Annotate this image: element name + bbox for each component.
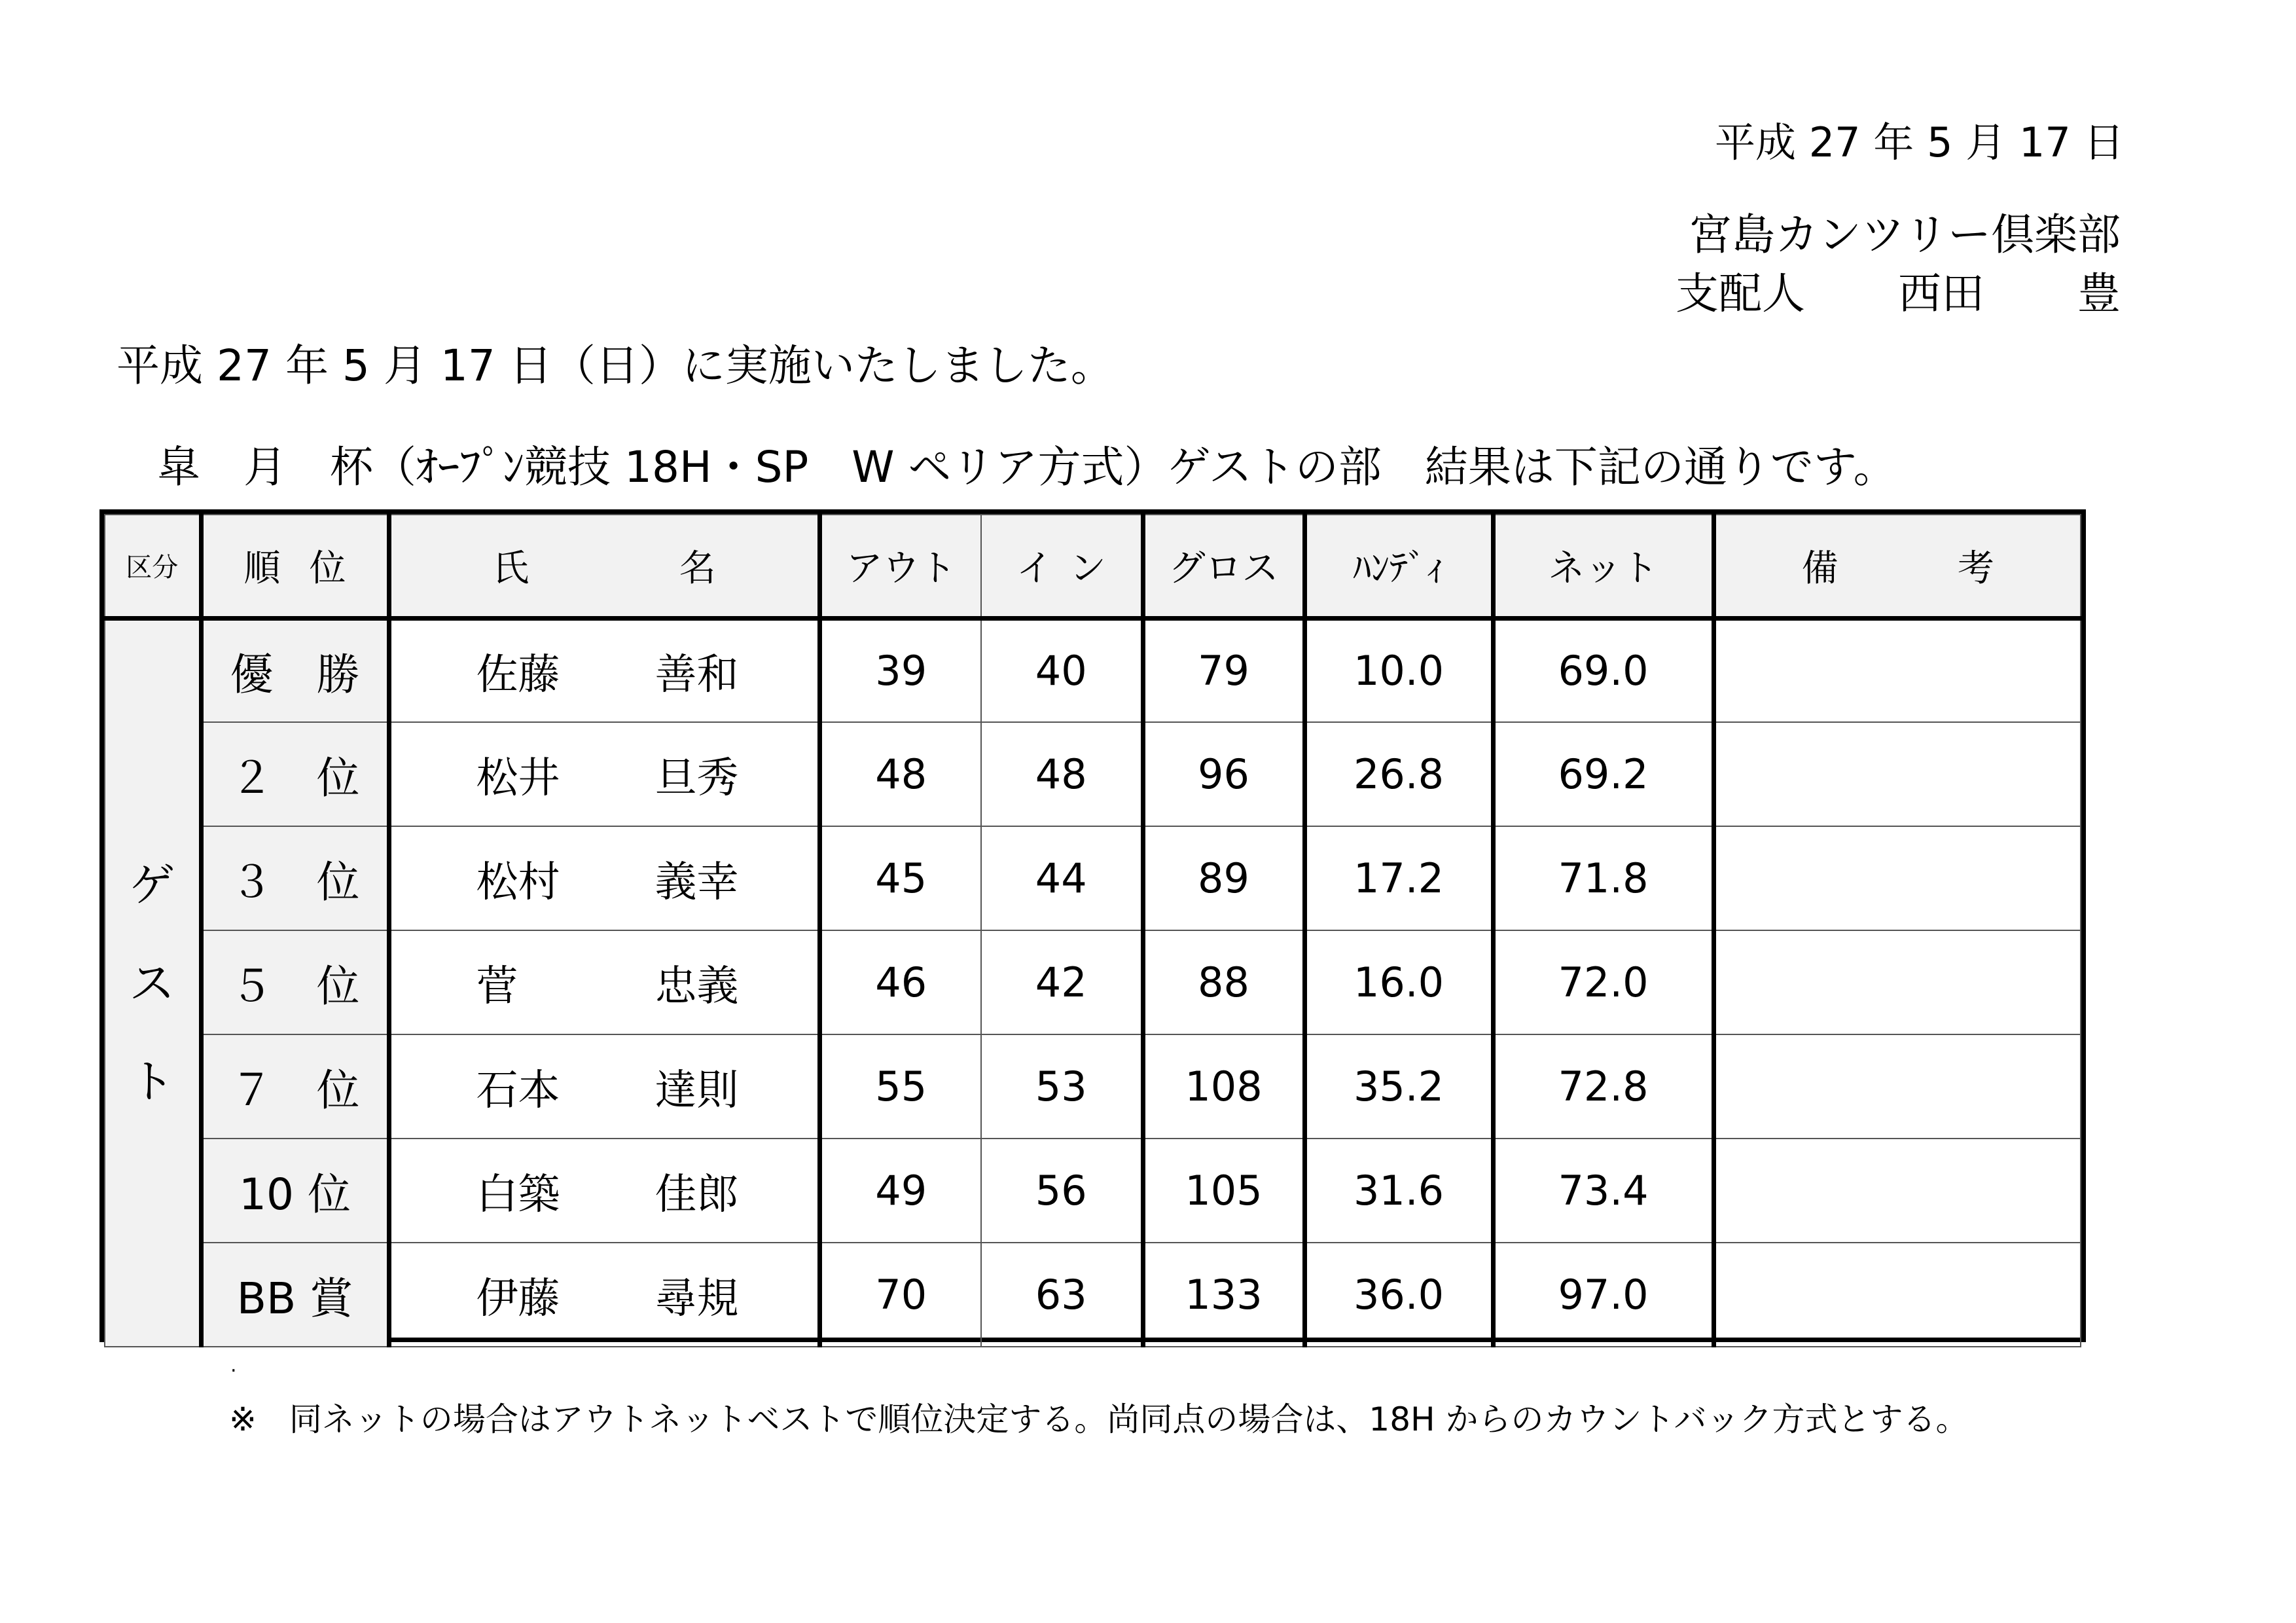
family-name: 白築 [476,1170,560,1219]
rank-cell: ７ 位 [201,1034,389,1139]
notes-cell [1713,1243,2081,1347]
gross-score-cell: 133 [1143,1243,1304,1347]
given-name: 忠義 [655,962,739,1011]
handicap-cell: 16.0 [1304,930,1493,1034]
out-score-cell: 45 [819,826,981,930]
name-cell [389,722,819,826]
manager-title: 支配人 [1676,268,1805,319]
category-cell [105,618,201,1347]
name-cell [389,1139,819,1243]
handicap-cell: 31.6 [1304,1139,1493,1243]
header-rank [201,515,389,618]
in-score-cell: 63 [981,1243,1143,1347]
manager-signature [1676,259,2121,321]
club-name: 宮島カンツリー倶楽部 [1689,210,2121,260]
out-score-cell: 49 [819,1139,981,1243]
footnote: ※ 同ネットの場合はアウトネットベストで順位決定する。尚同点の場合は、18H からのカウントバック方式とする。 [229,1400,1969,1438]
family-name: 伊藤 [476,1274,560,1323]
name-cell [389,826,819,930]
handicap-cell: 26.8 [1304,722,1493,826]
header-notes [1713,515,2081,618]
header-in [981,515,1143,618]
header-name-a: 氏 [492,547,529,590]
rank-cell: 10 位 [201,1139,389,1243]
handicap-cell: 35.2 [1304,1034,1493,1139]
category-char: ト [129,1054,175,1108]
handicap-cell: 10.0 [1304,618,1493,722]
category-char: ス [129,956,175,1010]
given-name: 旦秀 [655,754,739,803]
document-date: 平成 27 年 5 月 17 日 [1715,119,2125,166]
net-score-cell: 73.4 [1493,1139,1713,1243]
out-score-cell: 39 [819,618,981,722]
header-net: ネット [1493,515,1713,618]
table-row [105,1139,2081,1243]
notes-cell [1713,722,2081,826]
header-in-a: イ [1016,547,1053,590]
header-handicap: ﾊﾝﾃﾞｨ [1304,515,1493,618]
header-name [389,515,819,618]
out-score-cell: 55 [819,1034,981,1139]
net-score-cell: 69.2 [1493,722,1713,826]
intro-line-event: 皐 月 杯（ｵｰﾌﾟﾝ競技 18H・SP W ペリア方式）ゲストの部 結果は下記の通りです。 [157,442,1897,492]
header-out: アウト [819,515,981,618]
net-score-cell: 71.8 [1493,826,1713,930]
notes-cell [1713,930,2081,1034]
gross-score-cell: 108 [1143,1034,1304,1139]
table-row [105,722,2081,826]
name-cell [389,930,819,1034]
given-name: 佳郎 [655,1170,739,1219]
header-notes-b: 考 [1957,547,1994,590]
in-score-cell: 44 [981,826,1143,930]
given-name: 達則 [655,1066,739,1115]
out-score-cell: 70 [819,1243,981,1347]
rank-cell: ２ 位 [201,722,389,826]
table-row [105,1243,2081,1347]
family-name: 石本 [476,1066,560,1115]
gross-score-cell: 89 [1143,826,1304,930]
name-cell [389,1034,819,1139]
manager-family-name: 西田 [1898,268,1984,319]
name-cell [389,618,819,722]
header-name-b: 名 [679,547,716,590]
category-char: ゲ [129,858,175,912]
header-rank-b: 位 [309,547,346,590]
given-name: 義幸 [655,858,739,907]
manager-given-name: 豊 [2077,268,2121,319]
footnote-dot: . [230,1354,237,1377]
table-row [105,826,2081,930]
rank-cell: BB 賞 [201,1243,389,1347]
family-name: 菅 [476,962,518,1011]
net-score-cell: 97.0 [1493,1243,1713,1347]
family-name: 佐藤 [476,650,560,699]
out-score-cell: 46 [819,930,981,1034]
in-score-cell: 48 [981,722,1143,826]
gross-score-cell: 79 [1143,618,1304,722]
in-score-cell: 40 [981,618,1143,722]
rank-cell: ３ 位 [201,826,389,930]
out-score-cell: 48 [819,722,981,826]
table-row [105,1034,2081,1139]
rank-cell: ５ 位 [201,930,389,1034]
handicap-cell: 17.2 [1304,826,1493,930]
notes-cell [1713,1034,2081,1139]
header-notes-a: 備 [1801,547,1839,590]
notes-cell [1713,826,2081,930]
table-row [105,930,2081,1034]
in-score-cell: 56 [981,1139,1143,1243]
header-row [105,515,2081,618]
name-cell [389,1243,819,1347]
family-name: 松村 [476,858,560,907]
rank-cell: 優 勝 [201,618,389,722]
in-score-cell: 42 [981,930,1143,1034]
handicap-cell: 36.0 [1304,1243,1493,1347]
notes-cell [1713,618,2081,722]
gross-score-cell: 96 [1143,722,1304,826]
header-category: 区分 [105,515,201,618]
gross-score-cell: 105 [1143,1139,1304,1243]
gross-score-cell: 88 [1143,930,1304,1034]
family-name: 松井 [476,754,560,803]
table-row [105,618,2081,722]
notes-cell [1713,1139,2081,1243]
header-rank-a: 順 [243,547,281,590]
given-name: 尋規 [655,1274,739,1323]
net-score-cell: 72.8 [1493,1034,1713,1139]
results-table [99,509,2086,1342]
in-score-cell: 53 [981,1034,1143,1139]
intro-line-date: 平成 27 年 5 月 17 日（日）に実施いたしました。 [117,340,1114,391]
net-score-cell: 72.0 [1493,930,1713,1034]
header-gross: グロス [1143,515,1304,618]
header-in-b: ン [1069,547,1106,590]
net-score-cell: 69.0 [1493,618,1713,722]
given-name: 善和 [655,650,739,699]
